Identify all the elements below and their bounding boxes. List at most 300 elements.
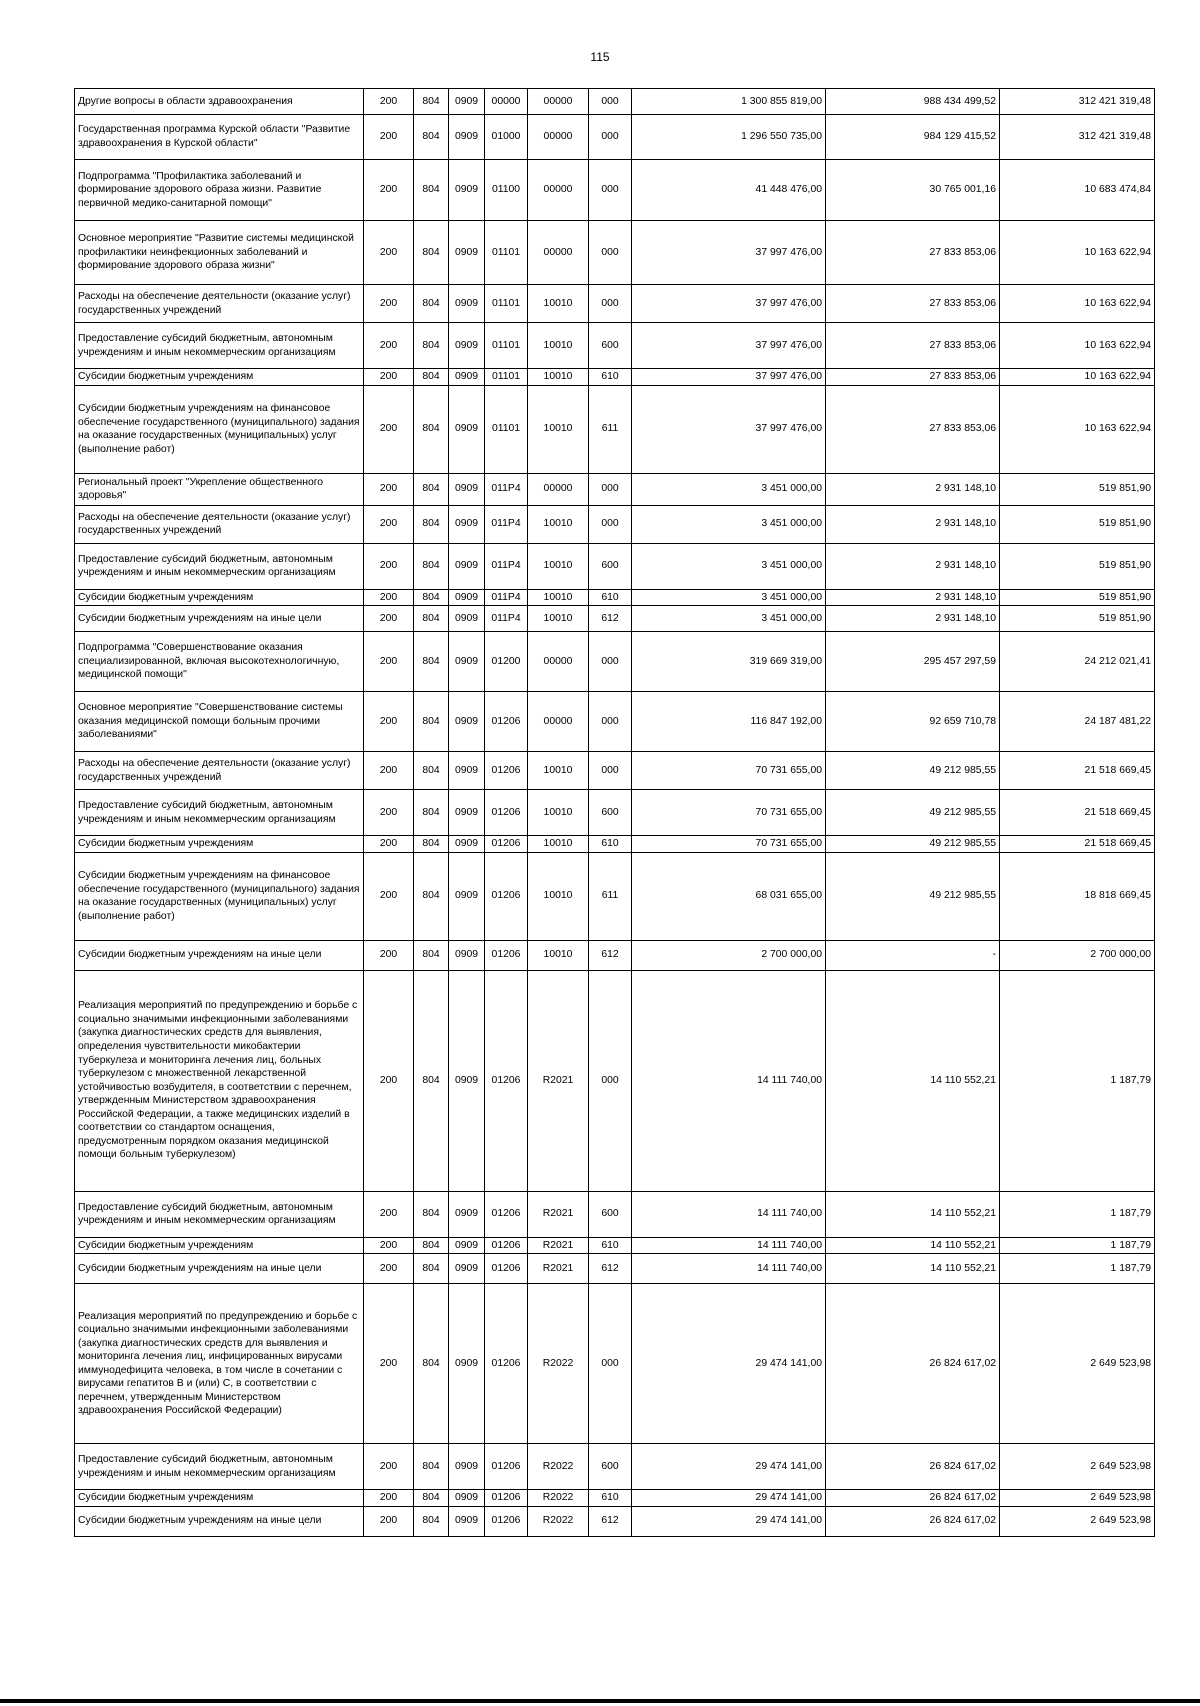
admin-code-cell: 200 <box>364 632 414 692</box>
remaining-amount-cell: 21 518 669,45 <box>1000 752 1155 790</box>
direction-code-cell: 00000 <box>528 160 589 221</box>
executed-amount-cell: 27 833 853,06 <box>826 385 1000 473</box>
admin-code-cell: 200 <box>364 115 414 160</box>
direction-code-cell: 00000 <box>528 692 589 752</box>
section-code-cell: 0909 <box>449 221 485 285</box>
approved-amount-cell: 37 997 476,00 <box>632 285 826 323</box>
row-name-cell: Субсидии бюджетным учреждениям на иные цели <box>75 1254 364 1284</box>
approved-amount-cell: 14 111 740,00 <box>632 1254 826 1284</box>
expense-type-cell: 000 <box>589 970 632 1191</box>
section-code-cell: 0909 <box>449 89 485 115</box>
expense-type-cell: 610 <box>589 589 632 606</box>
executed-amount-cell: 26 824 617,02 <box>826 1506 1000 1536</box>
row-name-cell: Предоставление субсидий бюджетным, автономным учреждениям и иным некоммерческим организациям <box>75 790 364 836</box>
remaining-amount-cell: 10 163 622,94 <box>1000 385 1155 473</box>
approved-amount-cell: 37 997 476,00 <box>632 385 826 473</box>
remaining-amount-cell: 2 649 523,98 <box>1000 1506 1155 1536</box>
table-row <box>75 285 1155 323</box>
admin-code-cell: 200 <box>364 1237 414 1254</box>
row-name-cell: Подпрограмма "Профилактика заболеваний и формирование здорового образа жизни. Развитие первичной медико-санитарной помощи" <box>75 160 364 221</box>
direction-code-cell: 10010 <box>528 285 589 323</box>
approved-amount-cell: 319 669 319,00 <box>632 632 826 692</box>
direction-code-cell: 10010 <box>528 589 589 606</box>
program-code-cell: 01206 <box>485 1284 528 1444</box>
direction-code-cell: 00000 <box>528 115 589 160</box>
expense-type-cell: 612 <box>589 1254 632 1284</box>
ministry-code-cell: 804 <box>414 790 449 836</box>
executed-amount-cell: 27 833 853,06 <box>826 369 1000 386</box>
direction-code-cell: R2022 <box>528 1444 589 1490</box>
table-row <box>75 115 1155 160</box>
program-code-cell: 01206 <box>485 836 528 853</box>
approved-amount-cell: 68 031 655,00 <box>632 852 826 940</box>
remaining-amount-cell: 2 649 523,98 <box>1000 1444 1155 1490</box>
program-code-cell: 01101 <box>485 323 528 369</box>
direction-code-cell: 10010 <box>528 369 589 386</box>
row-name-cell: Субсидии бюджетным учреждениям <box>75 1490 364 1507</box>
ministry-code-cell: 804 <box>414 1506 449 1536</box>
section-code-cell: 0909 <box>449 1506 485 1536</box>
table-row <box>75 1490 1155 1507</box>
program-code-cell: 01206 <box>485 1490 528 1507</box>
remaining-amount-cell: 1 187,79 <box>1000 1191 1155 1237</box>
program-code-cell: 011P4 <box>485 589 528 606</box>
executed-amount-cell: 27 833 853,06 <box>826 221 1000 285</box>
approved-amount-cell: 1 296 550 735,00 <box>632 115 826 160</box>
expense-type-cell: 600 <box>589 1191 632 1237</box>
executed-amount-cell: 988 434 499,52 <box>826 89 1000 115</box>
remaining-amount-cell: 18 818 669,45 <box>1000 852 1155 940</box>
approved-amount-cell: 70 731 655,00 <box>632 752 826 790</box>
admin-code-cell: 200 <box>364 473 414 505</box>
program-code-cell: 01206 <box>485 1444 528 1490</box>
executed-amount-cell: 27 833 853,06 <box>826 285 1000 323</box>
row-name-cell: Предоставление субсидий бюджетным, автономным учреждениям и иным некоммерческим организациям <box>75 1444 364 1490</box>
table-row <box>75 790 1155 836</box>
ministry-code-cell: 804 <box>414 505 449 543</box>
remaining-amount-cell: 10 163 622,94 <box>1000 323 1155 369</box>
direction-code-cell: R2021 <box>528 970 589 1191</box>
table-row <box>75 323 1155 369</box>
ministry-code-cell: 804 <box>414 589 449 606</box>
expense-type-cell: 000 <box>589 285 632 323</box>
program-code-cell: 01206 <box>485 1506 528 1536</box>
expense-type-cell: 611 <box>589 385 632 473</box>
program-code-cell: 01206 <box>485 790 528 836</box>
direction-code-cell: R2022 <box>528 1506 589 1536</box>
row-name-cell: Субсидии бюджетным учреждениям на финансовое обеспечение государственного (муниципального) задания на оказание государственных (муниципальных) услуг (выполнение работ) <box>75 852 364 940</box>
direction-code-cell: 10010 <box>528 752 589 790</box>
program-code-cell: 011P4 <box>485 473 528 505</box>
ministry-code-cell: 804 <box>414 970 449 1191</box>
table-row <box>75 1444 1155 1490</box>
remaining-amount-cell: 2 649 523,98 <box>1000 1284 1155 1444</box>
ministry-code-cell: 804 <box>414 1490 449 1507</box>
table-row <box>75 970 1155 1191</box>
expense-type-cell: 000 <box>589 632 632 692</box>
executed-amount-cell: 49 212 985,55 <box>826 752 1000 790</box>
executed-amount-cell: 30 765 001,16 <box>826 160 1000 221</box>
table-row <box>75 505 1155 543</box>
approved-amount-cell: 29 474 141,00 <box>632 1506 826 1536</box>
section-code-cell: 0909 <box>449 589 485 606</box>
section-code-cell: 0909 <box>449 632 485 692</box>
table-row <box>75 160 1155 221</box>
table-row <box>75 692 1155 752</box>
executed-amount-cell: 26 824 617,02 <box>826 1444 1000 1490</box>
direction-code-cell: R2022 <box>528 1284 589 1444</box>
expense-type-cell: 612 <box>589 606 632 632</box>
remaining-amount-cell: 1 187,79 <box>1000 1237 1155 1254</box>
row-name-cell: Другие вопросы в области здравоохранения <box>75 89 364 115</box>
section-code-cell: 0909 <box>449 970 485 1191</box>
program-code-cell: 01206 <box>485 970 528 1191</box>
executed-amount-cell: 984 129 415,52 <box>826 115 1000 160</box>
table-row <box>75 589 1155 606</box>
ministry-code-cell: 804 <box>414 385 449 473</box>
approved-amount-cell: 37 997 476,00 <box>632 323 826 369</box>
approved-amount-cell: 3 451 000,00 <box>632 606 826 632</box>
remaining-amount-cell: 24 187 481,22 <box>1000 692 1155 752</box>
direction-code-cell: 00000 <box>528 632 589 692</box>
admin-code-cell: 200 <box>364 160 414 221</box>
row-name-cell: Предоставление субсидий бюджетным, автономным учреждениям и иным некоммерческим организациям <box>75 1191 364 1237</box>
executed-amount-cell: 49 212 985,55 <box>826 836 1000 853</box>
approved-amount-cell: 14 111 740,00 <box>632 1191 826 1237</box>
section-code-cell: 0909 <box>449 1490 485 1507</box>
expense-type-cell: 000 <box>589 1284 632 1444</box>
table-row <box>75 543 1155 589</box>
executed-amount-cell: 14 110 552,21 <box>826 970 1000 1191</box>
table-row <box>75 221 1155 285</box>
row-name-cell: Предоставление субсидий бюджетным, автономным учреждениям и иным некоммерческим организациям <box>75 543 364 589</box>
row-name-cell: Региональный проект "Укрепление общественного здоровья" <box>75 473 364 505</box>
ministry-code-cell: 804 <box>414 632 449 692</box>
direction-code-cell: 10010 <box>528 940 589 970</box>
expense-type-cell: 000 <box>589 221 632 285</box>
approved-amount-cell: 116 847 192,00 <box>632 692 826 752</box>
table-row <box>75 632 1155 692</box>
executed-amount-cell: - <box>826 940 1000 970</box>
admin-code-cell: 200 <box>364 285 414 323</box>
remaining-amount-cell: 21 518 669,45 <box>1000 790 1155 836</box>
expense-type-cell: 000 <box>589 160 632 221</box>
ministry-code-cell: 804 <box>414 543 449 589</box>
ministry-code-cell: 804 <box>414 606 449 632</box>
table-row <box>75 1284 1155 1444</box>
program-code-cell: 01206 <box>485 752 528 790</box>
admin-code-cell: 200 <box>364 1191 414 1237</box>
expense-type-cell: 000 <box>589 692 632 752</box>
remaining-amount-cell: 10 683 474,84 <box>1000 160 1155 221</box>
approved-amount-cell: 1 300 855 819,00 <box>632 89 826 115</box>
admin-code-cell: 200 <box>364 852 414 940</box>
section-code-cell: 0909 <box>449 543 485 589</box>
program-code-cell: 01206 <box>485 1191 528 1237</box>
program-code-cell: 011P4 <box>485 606 528 632</box>
section-code-cell: 0909 <box>449 473 485 505</box>
section-code-cell: 0909 <box>449 1237 485 1254</box>
section-code-cell: 0909 <box>449 160 485 221</box>
executed-amount-cell: 49 212 985,55 <box>826 852 1000 940</box>
direction-code-cell: R2021 <box>528 1191 589 1237</box>
admin-code-cell: 200 <box>364 323 414 369</box>
direction-code-cell: 10010 <box>528 852 589 940</box>
direction-code-cell: 10010 <box>528 385 589 473</box>
approved-amount-cell: 37 997 476,00 <box>632 369 826 386</box>
executed-amount-cell: 295 457 297,59 <box>826 632 1000 692</box>
approved-amount-cell: 41 448 476,00 <box>632 160 826 221</box>
approved-amount-cell: 29 474 141,00 <box>632 1444 826 1490</box>
direction-code-cell: 10010 <box>528 606 589 632</box>
row-name-cell: Субсидии бюджетным учреждениям на иные цели <box>75 606 364 632</box>
admin-code-cell: 200 <box>364 505 414 543</box>
direction-code-cell: 00000 <box>528 89 589 115</box>
row-name-cell: Расходы на обеспечение деятельности (оказание услуг) государственных учреждений <box>75 752 364 790</box>
admin-code-cell: 200 <box>364 1284 414 1444</box>
section-code-cell: 0909 <box>449 836 485 853</box>
section-code-cell: 0909 <box>449 285 485 323</box>
admin-code-cell: 200 <box>364 543 414 589</box>
expense-type-cell: 600 <box>589 543 632 589</box>
admin-code-cell: 200 <box>364 589 414 606</box>
row-name-cell: Субсидии бюджетным учреждениям <box>75 589 364 606</box>
table-row <box>75 1506 1155 1536</box>
executed-amount-cell: 2 931 148,10 <box>826 543 1000 589</box>
approved-amount-cell: 29 474 141,00 <box>632 1490 826 1507</box>
expense-type-cell: 612 <box>589 1506 632 1536</box>
remaining-amount-cell: 1 187,79 <box>1000 970 1155 1191</box>
section-code-cell: 0909 <box>449 323 485 369</box>
admin-code-cell: 200 <box>364 970 414 1191</box>
section-code-cell: 0909 <box>449 1444 485 1490</box>
row-name-cell: Субсидии бюджетным учреждениям на иные цели <box>75 1506 364 1536</box>
table-row <box>75 852 1155 940</box>
admin-code-cell: 200 <box>364 1254 414 1284</box>
row-name-cell: Основное мероприятие "Совершенствование системы оказания медицинской помощи больным прочими заболеваниями" <box>75 692 364 752</box>
approved-amount-cell: 3 451 000,00 <box>632 473 826 505</box>
admin-code-cell: 200 <box>364 1444 414 1490</box>
section-code-cell: 0909 <box>449 1254 485 1284</box>
approved-amount-cell: 70 731 655,00 <box>632 836 826 853</box>
remaining-amount-cell: 2 649 523,98 <box>1000 1490 1155 1507</box>
executed-amount-cell: 27 833 853,06 <box>826 323 1000 369</box>
table-row <box>75 752 1155 790</box>
executed-amount-cell: 2 931 148,10 <box>826 505 1000 543</box>
direction-code-cell: R2021 <box>528 1237 589 1254</box>
expense-type-cell: 000 <box>589 89 632 115</box>
expense-type-cell: 600 <box>589 1444 632 1490</box>
table-row <box>75 1191 1155 1237</box>
admin-code-cell: 200 <box>364 89 414 115</box>
executed-amount-cell: 14 110 552,21 <box>826 1254 1000 1284</box>
ministry-code-cell: 804 <box>414 1191 449 1237</box>
row-name-cell: Расходы на обеспечение деятельности (оказание услуг) государственных учреждений <box>75 285 364 323</box>
program-code-cell: 01206 <box>485 940 528 970</box>
ministry-code-cell: 804 <box>414 369 449 386</box>
approved-amount-cell: 14 111 740,00 <box>632 970 826 1191</box>
remaining-amount-cell: 10 163 622,94 <box>1000 221 1155 285</box>
ministry-code-cell: 804 <box>414 836 449 853</box>
table-row <box>75 1237 1155 1254</box>
row-name-cell: Подпрограмма "Совершенствование оказания специализированной, включая высокотехнологичную, медицинской помощи" <box>75 632 364 692</box>
row-name-cell: Реализация мероприятий по предупреждению и борьбе с социально значимыми инфекционными заболеваниями (закупка диагностических средств для выявления и мониторинга лечения лиц, инфицированных вирусами иммунодефицита человека, в том числе в сочетании с вирусами гепатитов B и (или) C, в соответствии с перечнем, утвержденным Министерством здравоохранения Российской Федерации) <box>75 1284 364 1444</box>
expense-type-cell: 000 <box>589 473 632 505</box>
expense-type-cell: 611 <box>589 852 632 940</box>
program-code-cell: 01000 <box>485 115 528 160</box>
remaining-amount-cell: 519 851,90 <box>1000 589 1155 606</box>
program-code-cell: 01101 <box>485 385 528 473</box>
table-row <box>75 473 1155 505</box>
page-bottom-rule <box>0 1699 1200 1703</box>
executed-amount-cell: 49 212 985,55 <box>826 790 1000 836</box>
expense-type-cell: 000 <box>589 752 632 790</box>
table-row <box>75 89 1155 115</box>
direction-code-cell: R2021 <box>528 1254 589 1284</box>
executed-amount-cell: 2 931 148,10 <box>826 606 1000 632</box>
table-body <box>75 89 1155 1537</box>
program-code-cell: 01206 <box>485 692 528 752</box>
ministry-code-cell: 804 <box>414 473 449 505</box>
admin-code-cell: 200 <box>364 221 414 285</box>
section-code-cell: 0909 <box>449 790 485 836</box>
approved-amount-cell: 37 997 476,00 <box>632 221 826 285</box>
table-row <box>75 606 1155 632</box>
ministry-code-cell: 804 <box>414 323 449 369</box>
page-number: 115 <box>590 50 610 64</box>
section-code-cell: 0909 <box>449 940 485 970</box>
admin-code-cell: 200 <box>364 369 414 386</box>
admin-code-cell: 200 <box>364 752 414 790</box>
executed-amount-cell: 26 824 617,02 <box>826 1284 1000 1444</box>
row-name-cell: Субсидии бюджетным учреждениям на финансовое обеспечение государственного (муниципального) задания на оказание государственных (муниципальных) услуг (выполнение работ) <box>75 385 364 473</box>
row-name-cell: Основное мероприятие "Развитие системы медицинской профилактики неинфекционных заболеваний и формирование здорового образа жизни" <box>75 221 364 285</box>
executed-amount-cell: 2 931 148,10 <box>826 589 1000 606</box>
section-code-cell: 0909 <box>449 752 485 790</box>
direction-code-cell: 00000 <box>528 221 589 285</box>
ministry-code-cell: 804 <box>414 852 449 940</box>
budget-execution-table <box>74 88 1155 1537</box>
approved-amount-cell: 14 111 740,00 <box>632 1237 826 1254</box>
remaining-amount-cell: 2 700 000,00 <box>1000 940 1155 970</box>
section-code-cell: 0909 <box>449 115 485 160</box>
ministry-code-cell: 804 <box>414 692 449 752</box>
admin-code-cell: 200 <box>364 790 414 836</box>
remaining-amount-cell: 10 163 622,94 <box>1000 285 1155 323</box>
ministry-code-cell: 804 <box>414 1237 449 1254</box>
approved-amount-cell: 70 731 655,00 <box>632 790 826 836</box>
approved-amount-cell: 3 451 000,00 <box>632 505 826 543</box>
remaining-amount-cell: 21 518 669,45 <box>1000 836 1155 853</box>
remaining-amount-cell: 10 163 622,94 <box>1000 369 1155 386</box>
approved-amount-cell: 2 700 000,00 <box>632 940 826 970</box>
ministry-code-cell: 804 <box>414 1284 449 1444</box>
section-code-cell: 0909 <box>449 369 485 386</box>
program-code-cell: 01206 <box>485 1237 528 1254</box>
table-row <box>75 385 1155 473</box>
ministry-code-cell: 804 <box>414 1444 449 1490</box>
remaining-amount-cell: 519 851,90 <box>1000 543 1155 589</box>
remaining-amount-cell: 519 851,90 <box>1000 606 1155 632</box>
remaining-amount-cell: 1 187,79 <box>1000 1254 1155 1284</box>
approved-amount-cell: 3 451 000,00 <box>632 543 826 589</box>
ministry-code-cell: 804 <box>414 1254 449 1284</box>
expense-type-cell: 610 <box>589 369 632 386</box>
direction-code-cell: 10010 <box>528 543 589 589</box>
row-name-cell: Предоставление субсидий бюджетным, автономным учреждениям и иным некоммерческим организациям <box>75 323 364 369</box>
executed-amount-cell: 14 110 552,21 <box>826 1191 1000 1237</box>
executed-amount-cell: 2 931 148,10 <box>826 473 1000 505</box>
ministry-code-cell: 804 <box>414 89 449 115</box>
direction-code-cell: 10010 <box>528 836 589 853</box>
row-name-cell: Государственная программа Курской области "Развитие здравоохранения в Курской области" <box>75 115 364 160</box>
executed-amount-cell: 26 824 617,02 <box>826 1490 1000 1507</box>
program-code-cell: 01206 <box>485 852 528 940</box>
row-name-cell: Реализация мероприятий по предупреждению и борьбе с социально значимыми инфекционными заболеваниями (закупка диагностических средств для выявления, определения чувствительности микобактерии туберкулеза и мониторинга лечения лиц, больных туберкулезом с множественной лекарственной устойчивостью возбудителя, в соответствии с перечнем, утвержденным Министерством здравоохранения Российской Федерации, а также медицинских изделий в соответствии со стандартом оснащения, предусмотренным порядком оказания медицинской помощи больным туберкулезом) <box>75 970 364 1191</box>
table-row <box>75 836 1155 853</box>
program-code-cell: 01101 <box>485 369 528 386</box>
section-code-cell: 0909 <box>449 505 485 543</box>
approved-amount-cell: 29 474 141,00 <box>632 1284 826 1444</box>
direction-code-cell: 10010 <box>528 505 589 543</box>
program-code-cell: 01200 <box>485 632 528 692</box>
remaining-amount-cell: 24 212 021,41 <box>1000 632 1155 692</box>
expense-type-cell: 612 <box>589 940 632 970</box>
program-code-cell: 011P4 <box>485 505 528 543</box>
expense-type-cell: 610 <box>589 1237 632 1254</box>
section-code-cell: 0909 <box>449 1191 485 1237</box>
expense-type-cell: 610 <box>589 1490 632 1507</box>
admin-code-cell: 200 <box>364 385 414 473</box>
ministry-code-cell: 804 <box>414 221 449 285</box>
direction-code-cell: 10010 <box>528 790 589 836</box>
approved-amount-cell: 3 451 000,00 <box>632 589 826 606</box>
table-row <box>75 369 1155 386</box>
executed-amount-cell: 14 110 552,21 <box>826 1237 1000 1254</box>
remaining-amount-cell: 519 851,90 <box>1000 473 1155 505</box>
expense-type-cell: 000 <box>589 115 632 160</box>
section-code-cell: 0909 <box>449 606 485 632</box>
admin-code-cell: 200 <box>364 606 414 632</box>
ministry-code-cell: 804 <box>414 940 449 970</box>
expense-type-cell: 000 <box>589 505 632 543</box>
program-code-cell: 01206 <box>485 1254 528 1284</box>
remaining-amount-cell: 312 421 319,48 <box>1000 115 1155 160</box>
admin-code-cell: 200 <box>364 836 414 853</box>
remaining-amount-cell: 519 851,90 <box>1000 505 1155 543</box>
ministry-code-cell: 804 <box>414 285 449 323</box>
ministry-code-cell: 804 <box>414 115 449 160</box>
program-code-cell: 011P4 <box>485 543 528 589</box>
row-name-cell: Субсидии бюджетным учреждениям на иные цели <box>75 940 364 970</box>
program-code-cell: 01100 <box>485 160 528 221</box>
expense-type-cell: 600 <box>589 323 632 369</box>
admin-code-cell: 200 <box>364 940 414 970</box>
admin-code-cell: 200 <box>364 692 414 752</box>
row-name-cell: Расходы на обеспечение деятельности (оказание услуг) государственных учреждений <box>75 505 364 543</box>
remaining-amount-cell: 312 421 319,48 <box>1000 89 1155 115</box>
program-code-cell: 01101 <box>485 221 528 285</box>
table-row <box>75 940 1155 970</box>
expense-type-cell: 600 <box>589 790 632 836</box>
ministry-code-cell: 804 <box>414 752 449 790</box>
row-name-cell: Субсидии бюджетным учреждениям <box>75 836 364 853</box>
row-name-cell: Субсидии бюджетным учреждениям <box>75 369 364 386</box>
admin-code-cell: 200 <box>364 1490 414 1507</box>
section-code-cell: 0909 <box>449 1284 485 1444</box>
program-code-cell: 00000 <box>485 89 528 115</box>
expense-type-cell: 610 <box>589 836 632 853</box>
